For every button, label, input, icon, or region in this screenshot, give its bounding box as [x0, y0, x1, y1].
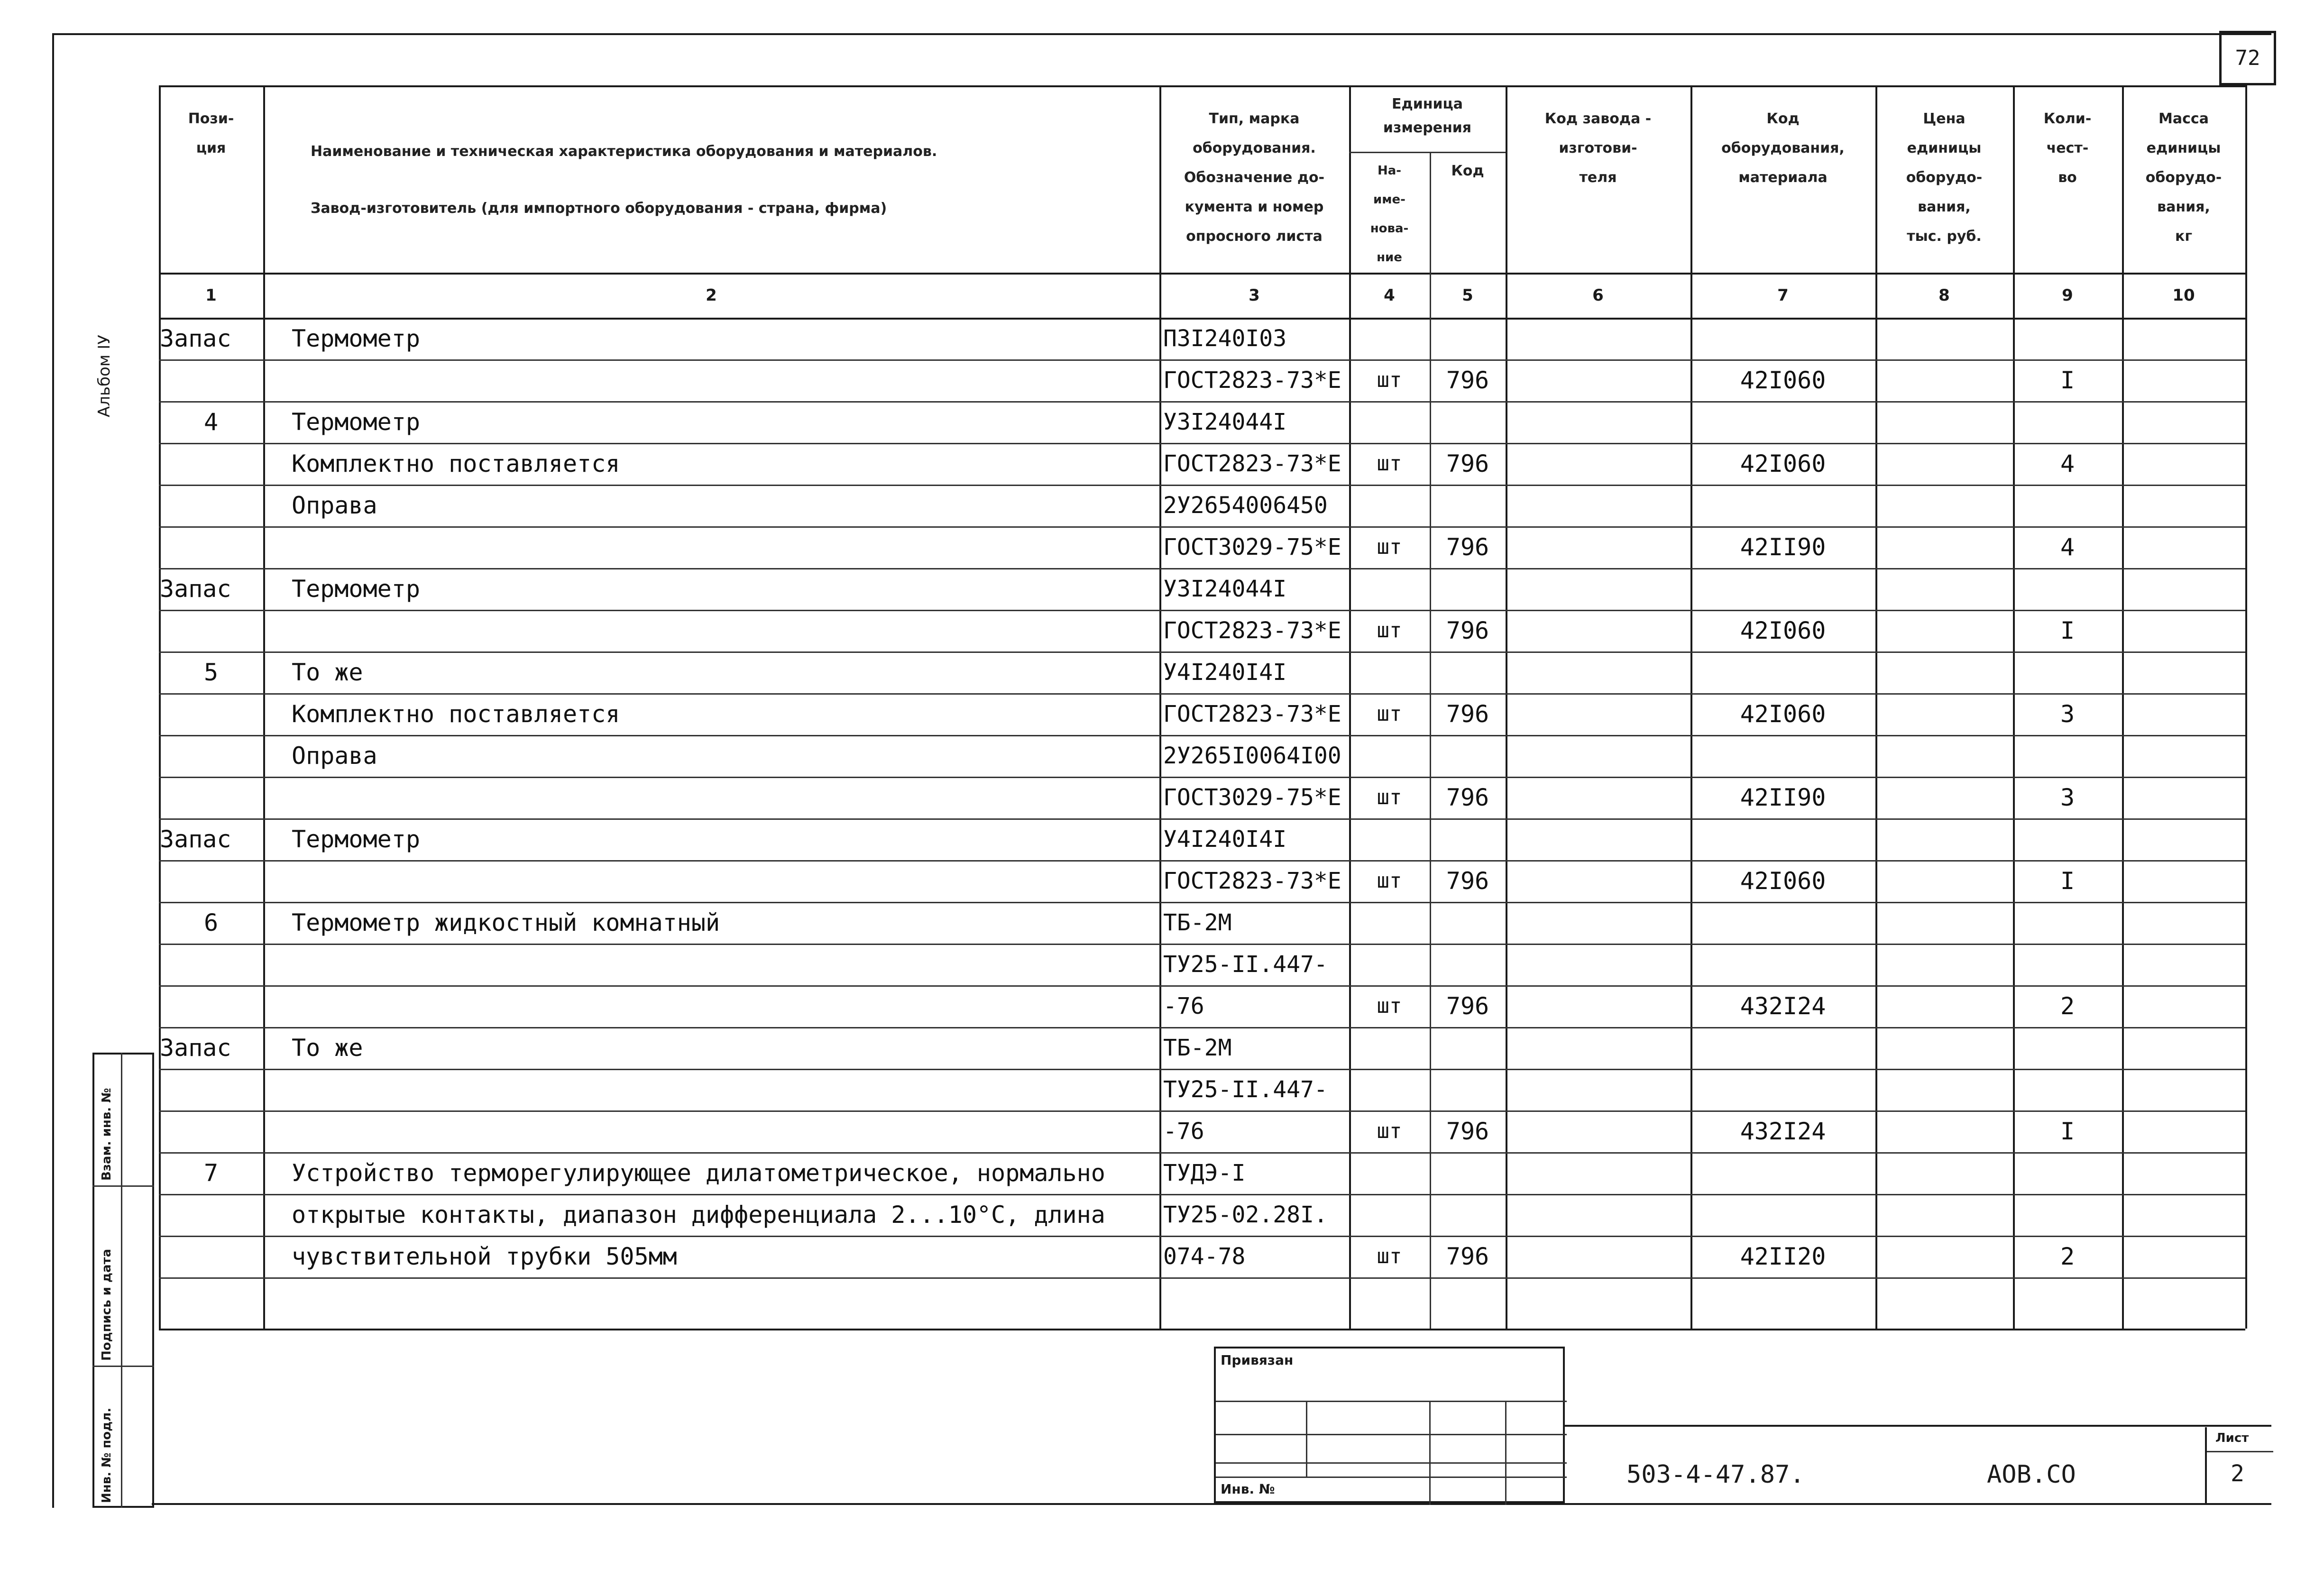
cell-code: 796	[1446, 1118, 1489, 1145]
cell-equip: 42I060	[1740, 867, 1826, 895]
list-box	[2205, 1427, 2271, 1503]
column-number-5: 5	[1462, 286, 1473, 305]
document-code: АОВ.СО	[1987, 1460, 2076, 1489]
row-divider	[159, 526, 2245, 528]
unit-group-header-line: измерения	[1383, 119, 1472, 136]
cell-type: ТБ-2М	[1163, 1035, 1232, 1061]
row-divider	[159, 693, 2245, 695]
sheet-number: 72	[2235, 46, 2260, 70]
cell-type: У3I24044I	[1163, 576, 1287, 602]
column-header-10-line: кг	[2175, 228, 2193, 245]
column-header-3-line: опросного листа	[1186, 228, 1323, 245]
cell-qty: 4	[2060, 450, 2075, 477]
cell-type: ТУДЭ-I	[1163, 1160, 1246, 1186]
cell-name: открытые контакты, диапазон дифференциала 2...10°С, длина	[292, 1201, 1105, 1229]
cell-type: ТБ-2М	[1163, 909, 1232, 936]
row-divider	[159, 944, 2245, 945]
cell-qty: I	[2060, 617, 2075, 644]
column-header-7-line: оборудования,	[1721, 140, 1845, 156]
privyazan-label: Привязан	[1221, 1352, 1294, 1368]
privyazan-stamp	[1214, 1347, 1565, 1503]
column-header-7-line: материала	[1738, 169, 1828, 186]
cell-type: 074-78	[1163, 1243, 1246, 1270]
row-divider	[159, 1027, 2245, 1028]
cell-code: 796	[1446, 367, 1489, 394]
column-header-8-line: оборудо-	[1906, 169, 1983, 186]
cell-code: 796	[1446, 992, 1489, 1020]
cell-equip: 42II90	[1740, 533, 1826, 561]
zam-inv-label: Взам. инв. №	[100, 1088, 114, 1181]
row-divider	[159, 359, 2245, 361]
cell-type: У4I240I4I	[1163, 659, 1287, 686]
cell-unit: шт	[1377, 618, 1402, 642]
column-header-4-line: име-	[1373, 193, 1405, 207]
table-top-line	[159, 85, 2245, 87]
column-header-6-line: изготови-	[1559, 140, 1637, 156]
list-value: 2	[2231, 1460, 2244, 1487]
cell-code: 796	[1446, 784, 1489, 811]
row-divider	[159, 818, 2245, 820]
row-divider	[159, 1110, 2245, 1112]
column-header-8-line: единицы	[1907, 140, 1982, 156]
column-header-5-line: Код	[1451, 163, 1484, 179]
column-header-6-line: теля	[1579, 169, 1617, 186]
column-header-10-line: Масса	[2159, 110, 2209, 127]
cell-code: 796	[1446, 617, 1489, 644]
column-header-3-line: Обозначение до-	[1184, 169, 1325, 186]
row-divider	[159, 443, 2245, 444]
cell-qty: 3	[2060, 700, 2075, 728]
column-header-4-line: На-	[1377, 164, 1402, 178]
cell-name: Оправа	[292, 492, 377, 519]
cell-type: 2У2654006450	[1163, 492, 1328, 519]
cell-name: То же	[292, 659, 363, 686]
cell-equip: 42I060	[1740, 450, 1826, 477]
row-divider	[159, 735, 2245, 736]
cell-type: ГОСТ3029-75*Е	[1163, 534, 1341, 560]
row-divider	[159, 1236, 2245, 1237]
album-label: Альбом IУ	[95, 334, 114, 417]
cell-pos: 7	[203, 1159, 219, 1187]
cell-unit: шт	[1377, 994, 1402, 1018]
row-divider	[159, 985, 2245, 987]
cell-equip: 42II90	[1740, 784, 1826, 811]
column-number-6: 6	[1592, 286, 1604, 305]
cell-type: ГОСТ2823-73*Е	[1163, 701, 1341, 727]
column-header-10-line: оборудо-	[2145, 169, 2222, 186]
cell-unit: шт	[1377, 869, 1402, 893]
column-number-8: 8	[1938, 286, 1950, 305]
column-header-2-line: Наименование и техническая характеристика оборудования и материалов.	[311, 143, 937, 160]
inv-podl-label: Инв. № подл.	[100, 1407, 114, 1503]
row-divider	[159, 485, 2245, 486]
unit-group-header-line: Единица	[1392, 96, 1463, 112]
column-header-1-line: Пози-	[188, 110, 234, 127]
cell-qty: 2	[2060, 992, 2075, 1020]
unit-group-divider	[1349, 152, 1506, 153]
cell-unit: шт	[1377, 1119, 1402, 1143]
row-divider	[159, 610, 2245, 611]
cell-type: ТУ25-02.28I.	[1163, 1202, 1328, 1228]
cell-name: Термометр	[292, 575, 420, 603]
cell-name: То же	[292, 1034, 363, 1062]
cell-pos: 5	[203, 659, 219, 686]
cell-type: ТУ25-II.447-	[1163, 951, 1328, 978]
cell-pos: Запас	[160, 325, 231, 352]
cell-code: 796	[1446, 533, 1489, 561]
equipment-table	[159, 85, 2245, 1323]
cell-name: Термометр	[292, 408, 420, 436]
row-divider	[159, 1069, 2245, 1070]
cell-name: Устройство терморегулирующее дилатометрическое, нормально	[292, 1159, 1105, 1187]
row-divider	[159, 1277, 2245, 1279]
cell-qty: I	[2060, 867, 2075, 895]
column-header-8-line: вания,	[1918, 199, 1971, 215]
column-number-4: 4	[1384, 286, 1395, 305]
column-divider	[2245, 85, 2247, 1329]
cell-pos: 4	[203, 408, 219, 436]
cell-qty: 4	[2060, 533, 2075, 561]
cell-type: У3I24044I	[1163, 409, 1287, 435]
column-header-8-line: Цена	[1923, 110, 1966, 127]
cell-type: 2У265I0064I00	[1163, 743, 1341, 769]
cell-type: ГОСТ3029-75*Е	[1163, 784, 1341, 811]
header-bottom-line	[159, 273, 2245, 275]
column-header-1-line: ция	[196, 140, 226, 156]
cell-type: ТУ25-II.447-	[1163, 1076, 1328, 1103]
column-header-4-line: ние	[1377, 250, 1402, 265]
cell-equip: 42I060	[1740, 367, 1826, 394]
cell-equip: 432I24	[1740, 1118, 1826, 1145]
column-header-3-line: кумента и номер	[1185, 199, 1324, 215]
column-header-2-line: Завод-изготовитель (для импортного оборудования - страна, фирма)	[311, 200, 887, 217]
cell-pos: 6	[203, 909, 219, 936]
cell-unit: шт	[1377, 785, 1402, 809]
cell-name: чувствительной трубки 505мм	[292, 1243, 677, 1270]
bottom-border	[152, 1503, 2271, 1505]
cell-equip: 42I060	[1740, 700, 1826, 728]
cell-name: Оправа	[292, 742, 377, 770]
column-header-8-line: тыс. руб.	[1907, 228, 1982, 245]
cell-equip: 42II20	[1740, 1243, 1826, 1270]
cell-type: -76	[1163, 1118, 1204, 1145]
cell-type: ГОСТ2823-73*Е	[1163, 367, 1341, 394]
column-header-7-line: Код	[1766, 110, 1800, 127]
cell-pos: Запас	[160, 826, 231, 853]
column-number-2: 2	[706, 286, 717, 305]
row-divider	[159, 777, 2245, 778]
column-header-9-line: Коли-	[2043, 110, 2092, 127]
cell-equip: 42I060	[1740, 617, 1826, 644]
cell-name: Термометр жидкостный комнатный	[292, 909, 720, 936]
row-divider	[159, 860, 2245, 862]
cell-equip: 432I24	[1740, 992, 1826, 1020]
cell-unit: шт	[1377, 1244, 1402, 1268]
column-number-1: 1	[205, 286, 217, 305]
cell-code: 796	[1446, 1243, 1489, 1270]
column-header-4-line: нова-	[1370, 221, 1409, 236]
row-divider	[159, 651, 2245, 653]
left-border	[52, 33, 54, 1508]
inv-no-label: Инв. №	[1221, 1481, 1275, 1497]
podpis-data-label: Подпись и дата	[100, 1248, 114, 1361]
cell-type: ГОСТ2823-73*Е	[1163, 868, 1341, 894]
cell-type: П3I240I03	[1163, 325, 1287, 352]
cell-code: 796	[1446, 867, 1489, 895]
cell-qty: I	[2060, 1118, 2075, 1145]
row-divider	[159, 401, 2245, 403]
column-header-10-line: вания,	[2157, 199, 2210, 215]
cell-name: Комплектно поставляется	[292, 700, 620, 728]
top-border	[52, 33, 2271, 35]
row-divider	[159, 902, 2245, 903]
row-divider	[159, 568, 2245, 569]
cell-qty: I	[2060, 367, 2075, 394]
document-number: 503-4-47.87.	[1626, 1460, 1805, 1489]
list-label: Лист	[2215, 1431, 2249, 1445]
cell-pos: Запас	[160, 575, 231, 603]
table-row	[159, 1277, 2245, 1319]
row-divider	[159, 1194, 2245, 1195]
table-bottom-line	[159, 1329, 2245, 1330]
column-header-3-line: оборудования.	[1193, 140, 1316, 156]
column-header-3-line: Тип, марка	[1209, 110, 1300, 127]
cell-pos: Запас	[160, 1034, 231, 1062]
column-number-10: 10	[2172, 286, 2195, 305]
column-header-9-line: во	[2058, 169, 2077, 186]
cell-unit: шт	[1377, 702, 1402, 726]
cell-unit: шт	[1377, 368, 1402, 392]
column-number-9: 9	[2062, 286, 2073, 305]
cell-code: 796	[1446, 700, 1489, 728]
column-header-10-line: единицы	[2146, 140, 2221, 156]
row-divider	[159, 1152, 2245, 1154]
column-number-3: 3	[1249, 286, 1260, 305]
cell-type: ГОСТ2823-73*Е	[1163, 450, 1341, 477]
column-header-6-line: Код завода -	[1544, 110, 1652, 127]
column-header-9-line: чест-	[2046, 140, 2089, 156]
column-number-7: 7	[1777, 286, 1789, 305]
sheet-number-box	[2219, 31, 2276, 85]
cell-name: Термометр	[292, 325, 420, 352]
cell-type: У4I240I4I	[1163, 826, 1287, 853]
cell-code: 796	[1446, 450, 1489, 477]
cell-type: -76	[1163, 993, 1204, 1019]
cell-qty: 2	[2060, 1243, 2075, 1270]
cell-name: Комплектно поставляется	[292, 450, 620, 477]
cell-unit: шт	[1377, 451, 1402, 476]
cell-unit: шт	[1377, 535, 1402, 559]
cell-qty: 3	[2060, 784, 2075, 811]
cell-type: ГОСТ2823-73*Е	[1163, 617, 1341, 644]
cell-name: Термометр	[292, 826, 420, 853]
